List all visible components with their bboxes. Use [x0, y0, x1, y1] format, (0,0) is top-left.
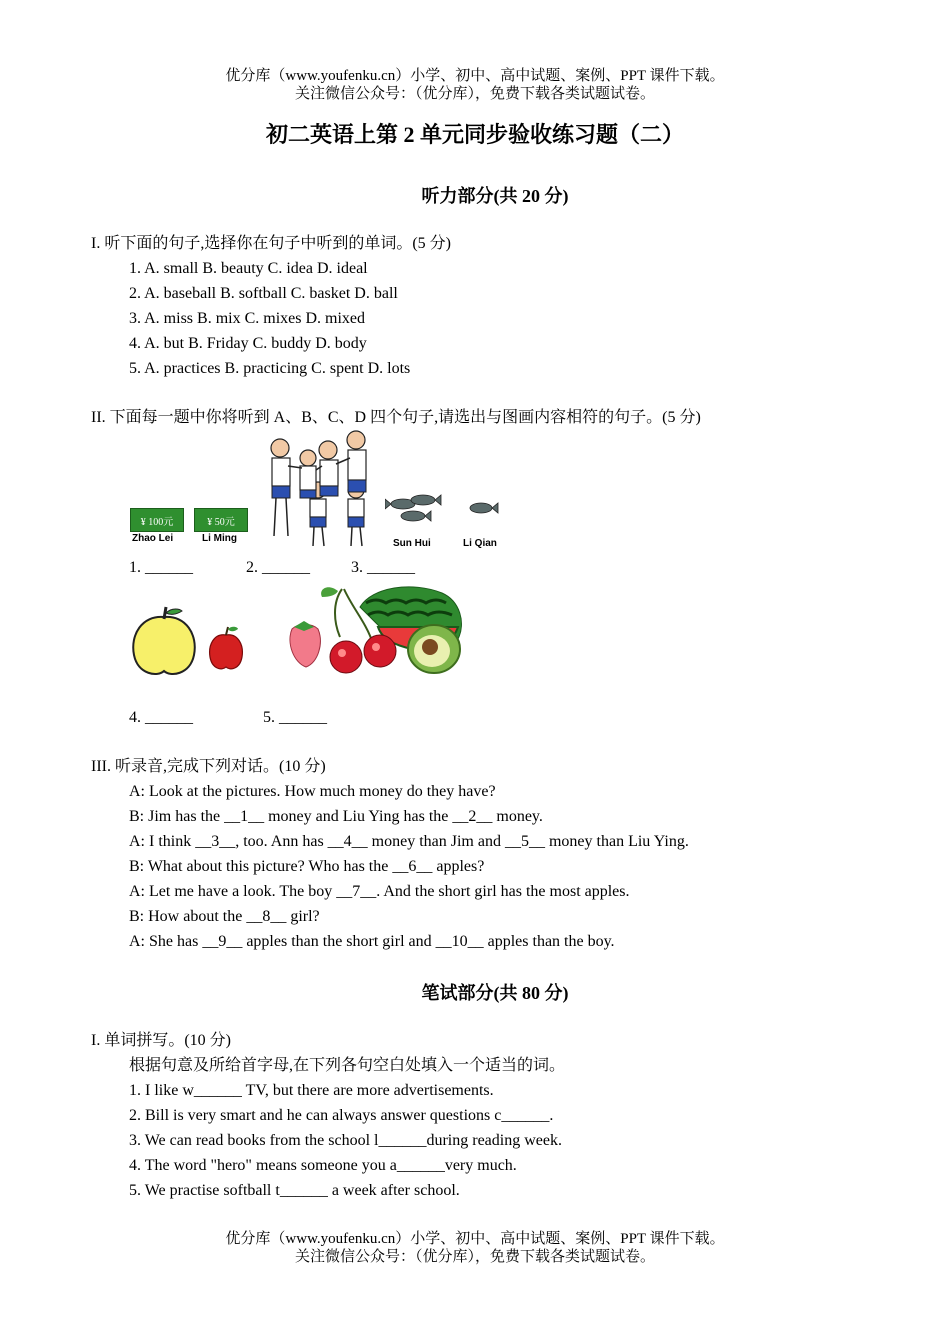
footer-line-1: 优分库（www.youfenku.cn）小学、初中、高中试题、案例、PPT 课件下载。	[225, 1231, 725, 1247]
name-label: Li Ming	[202, 533, 237, 544]
answer-blank[interactable]: 4. ______	[129, 709, 193, 726]
listening-part2-instruction: II. 下面每一题中你将听到 A、B、C、D 四个句子,请选出与图画内容相符的句子。(5 分)	[91, 409, 701, 426]
list-item: 2. Bill is very smart and he can always answer questions c______.	[129, 1107, 554, 1124]
list-item: 5. We practise softball t______ a week after school.	[129, 1182, 460, 1199]
children-height-picture	[258, 428, 373, 550]
answer-blank[interactable]: 3. ______	[351, 559, 415, 576]
list-item: 4. The word "hero" means someone you a______very much.	[129, 1157, 517, 1174]
list-item: 4. A. but B. Friday C. buddy D. body	[129, 335, 367, 352]
list-item: 5. A. practices B. practicing C. spent D. lots	[129, 360, 411, 377]
page-title: 初二英语上第 2 单元同步验收练习题（二）	[265, 122, 684, 147]
list-item: 3. We can read books from the school l______during reading week.	[129, 1132, 562, 1149]
answer-blank[interactable]: 5. ______	[263, 709, 327, 726]
list-item: 2. A. baseball B. softball C. basket D. ball	[129, 285, 398, 302]
banknote-icon: ¥ 100元	[130, 508, 184, 532]
dialogue-line: A: She has __9__ apples than the short girl and __10__ apples than the boy.	[129, 933, 615, 950]
fish-picture	[385, 490, 505, 530]
money-picture	[128, 500, 248, 550]
dialogue-line: A: I think __3__, too. Ann has __4__ money than Jim and __5__ money than Liu Ying.	[129, 833, 689, 850]
dialogue-line: B: How about the __8__ girl?	[129, 908, 320, 925]
header-line-1: 优分库（www.youfenku.cn）小学、初中、高中试题、案例、PPT 课件下载。	[225, 68, 725, 84]
apples-picture	[128, 605, 253, 685]
list-item: 3. A. miss B. mix C. mixes D. mixed	[129, 310, 366, 327]
fruits-picture	[282, 583, 467, 681]
dialogue-line: A: Let me have a look. The boy __7__. And the short girl has the most apples.	[129, 883, 630, 900]
name-label: Sun Hui	[393, 538, 431, 549]
dialogue-line: A: Look at the pictures. How much money do they have?	[129, 783, 496, 800]
list-item: 1. A. small B. beauty C. idea D. ideal	[129, 260, 368, 277]
dialogue-line: B: What about this picture? Who has the __6__ apples?	[129, 858, 485, 875]
name-label: Li Qian	[463, 538, 497, 549]
footer-line-2: 关注微信公众号：（优分库），免费下载各类试题试卷。	[294, 1249, 655, 1265]
answer-blank[interactable]: 2. ______	[246, 559, 310, 576]
header-line-2: 关注微信公众号：（优分库），免费下载各类试题试卷。	[294, 86, 655, 102]
writing-heading: 笔试部分(共 80 分)	[421, 983, 569, 1003]
listening-heading: 听力部分(共 20 分)	[421, 186, 569, 206]
writing-part1-subinstruction: 根据句意及所给首字母,在下列各句空白处填入一个适当的词。	[129, 1057, 566, 1074]
list-item: 1. I like w______ TV, but there are more advertisements.	[129, 1082, 494, 1099]
answer-blank[interactable]: 1. ______	[129, 559, 193, 576]
listening-part3-instruction: III. 听录音,完成下列对话。(10 分)	[91, 758, 326, 775]
name-label: Zhao Lei	[132, 533, 174, 544]
writing-part1-instruction: I. 单词拼写。(10 分)	[91, 1032, 231, 1049]
listening-part1-instruction: I. 听下面的句子,选择你在句子中听到的单词。(5 分)	[91, 235, 451, 252]
dialogue-line: B: Jim has the __1__ money and Liu Ying has the __2__ money.	[129, 808, 543, 825]
banknote-icon: ¥ 50元	[194, 508, 248, 532]
